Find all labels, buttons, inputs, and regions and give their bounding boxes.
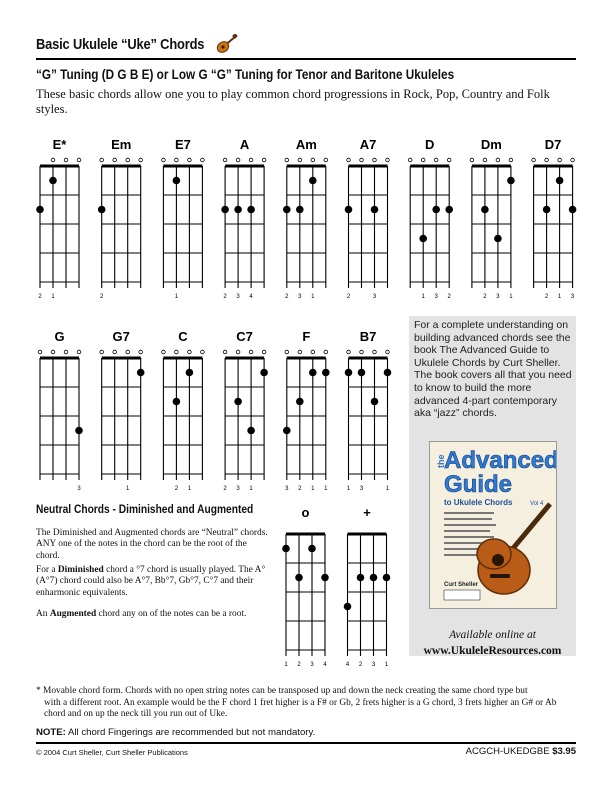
footnote-line-2: with a different root. An example would be the F chord 1 fret higher is a F# or Gb, 2 frets higher is a G chord, 3 frets higher an G# or Ab chord and on up the neck till you run out of Uke. [44, 697, 557, 719]
note-text: All chord Fingerings are recommended but not mandatory. [65, 727, 316, 738]
product-price: $3.95 [552, 746, 576, 757]
finger-number: 1 [249, 486, 253, 492]
chord-name-r1-0: E* [52, 137, 67, 152]
finger-dot [507, 177, 515, 185]
finger-dot [370, 574, 378, 582]
nut [534, 165, 573, 168]
open-string-marker [100, 350, 104, 354]
open-string-marker [347, 158, 351, 162]
finger-dot [371, 206, 379, 214]
open-string-marker [77, 350, 81, 354]
chord-diagram-r3-1 [344, 505, 391, 668]
finger-number: 3 [372, 294, 377, 300]
finger-number: 1 [421, 294, 425, 300]
chord-diagram-r2-3 [223, 329, 268, 492]
finger-dot [137, 369, 145, 377]
finger-number: 3 [236, 294, 240, 300]
chord-name-r1-5: A7 [359, 137, 377, 152]
page-title: Basic Ukulele “Uke” Chords [36, 36, 205, 53]
finger-dot [283, 427, 291, 435]
finger-number: 2 [100, 294, 104, 300]
chord-name-r2-4: F [302, 329, 311, 344]
finger-number: 2 [223, 294, 227, 300]
chord-name-r1-8: D7 [544, 137, 562, 152]
open-string-marker [236, 158, 240, 162]
open-string-marker [408, 158, 412, 162]
chord-name-r2-1: G7 [112, 329, 130, 344]
finger-number: 1 [509, 294, 513, 300]
available-online: Available online at [449, 629, 536, 641]
open-string-marker [162, 158, 166, 162]
nut [286, 533, 325, 536]
nut [410, 165, 449, 168]
book-author: Curt Sheller [444, 582, 479, 588]
note [36, 727, 315, 738]
finger-number: 4 [345, 662, 350, 668]
finger-dot [322, 369, 330, 377]
finger-dot [308, 545, 316, 553]
open-string-marker [496, 158, 500, 162]
neutral-paragraph-3 [36, 609, 268, 620]
open-string-marker [509, 158, 513, 162]
finger-number: 2 [447, 294, 451, 300]
nut [102, 165, 141, 168]
open-string-marker [249, 350, 253, 354]
finger-dot [186, 369, 194, 377]
open-string-marker [447, 158, 451, 162]
finger-dot [384, 369, 392, 377]
chord-diagram-r1-7 [470, 137, 515, 300]
open-string-marker [360, 350, 364, 354]
open-string-marker [139, 350, 143, 354]
open-string-marker [223, 350, 227, 354]
finger-number: 1 [187, 486, 192, 492]
open-string-marker [324, 158, 328, 162]
finger-number: 2 [38, 294, 42, 300]
chord-diagram-r2-2 [162, 329, 205, 492]
chord-diagram-r1-2 [162, 137, 205, 300]
open-string-marker [545, 158, 549, 162]
nut [287, 165, 326, 168]
neutral-paragraph-2 [36, 565, 268, 599]
open-string-marker [311, 350, 315, 354]
finger-number: 2 [346, 294, 351, 300]
finger-dot [344, 603, 352, 611]
open-string-marker [201, 158, 205, 162]
book-info-text: For a complete understanding on building advanced chords see the book The Advanced Guide to Ukulele Chords by Curt Sheller. The book covers all that you need to know to build the more advanced 4-part contemporary aka “jazz” chords. [414, 319, 572, 420]
finger-number: 3 [285, 486, 289, 492]
open-string-marker [188, 350, 192, 354]
finger-dot [371, 398, 379, 406]
open-string-marker [311, 158, 315, 162]
book-info-box [409, 316, 576, 656]
open-string-marker [298, 158, 302, 162]
finger-dot [234, 398, 242, 406]
chord-name-r2-3: C7 [236, 329, 253, 344]
finger-number: 1 [311, 486, 315, 492]
open-string-marker [434, 158, 438, 162]
chord-name-r2-5: B7 [359, 329, 377, 344]
chord-diagram-r2-0 [38, 329, 83, 492]
chord-name-r1-4: Am [295, 137, 317, 152]
finger-number: 1 [51, 294, 55, 300]
finger-dot [247, 427, 255, 435]
open-string-marker [175, 158, 179, 162]
nut [163, 357, 202, 360]
open-string-marker [470, 158, 474, 162]
finger-dot [569, 206, 577, 214]
finger-number: 3 [434, 294, 438, 300]
open-string-marker [126, 158, 130, 162]
open-string-marker [360, 158, 364, 162]
finger-number: 1 [346, 486, 351, 492]
finger-number: 2 [298, 486, 302, 492]
open-string-marker [113, 350, 117, 354]
chord-diagram-r1-5 [345, 137, 390, 300]
finger-dot [296, 206, 304, 214]
chord-name-r2-0: G [54, 329, 65, 344]
finger-dot [260, 369, 268, 377]
open-string-marker [51, 158, 55, 162]
finger-number: 2 [297, 662, 301, 668]
chord-diagram-r2-1 [100, 329, 145, 492]
book-subtitle: to Ukulele Chords [444, 498, 513, 507]
product-code [466, 746, 576, 757]
open-string-marker [483, 158, 487, 162]
finger-number: 2 [483, 294, 487, 300]
chord-diagram-r1-8 [532, 137, 577, 300]
open-string-marker [113, 158, 117, 162]
nut [349, 357, 388, 360]
book-vol: Vol 4 [530, 501, 544, 507]
finger-number: 4 [249, 294, 253, 300]
footnote [36, 686, 576, 721]
open-string-marker [77, 158, 81, 162]
product-id: ACGCH-UKEDGBE [465, 746, 553, 757]
open-string-marker [201, 350, 205, 354]
open-string-marker [347, 350, 351, 354]
finger-dot [543, 206, 551, 214]
open-string-marker [324, 350, 328, 354]
open-string-marker [532, 158, 536, 162]
note-label: NOTE: [36, 727, 66, 738]
finger-number: 2 [544, 294, 549, 300]
open-string-marker [373, 158, 377, 162]
finger-number: 1 [557, 294, 562, 300]
finger-dot [309, 369, 317, 377]
open-string-marker [298, 350, 302, 354]
open-string-marker [188, 158, 192, 162]
p3-bold: Augmented [49, 609, 97, 619]
finger-number: 1 [384, 662, 389, 668]
chord-name-r3-1: + [363, 505, 371, 520]
p3-post: chord any on of the notes can be a root. [96, 609, 247, 619]
open-string-marker [51, 350, 55, 354]
finger-dot [49, 177, 57, 185]
finger-dot [358, 369, 366, 377]
intro-text: These basic chords allow one you to play common chord progressions in Rock, Pop, Country and Folk styles. [36, 87, 550, 116]
finger-number: 3 [496, 294, 500, 300]
finger-number: 2 [223, 486, 227, 492]
finger-number: 4 [323, 662, 327, 668]
finger-dot [98, 206, 106, 214]
chord-name-r1-2: E7 [174, 137, 191, 152]
finger-dot [383, 574, 391, 582]
nut [225, 357, 264, 360]
finger-dot [481, 206, 489, 214]
open-string-marker [139, 158, 143, 162]
open-string-marker [285, 350, 289, 354]
nut [349, 165, 388, 168]
chord-diagram-r2-5 [345, 329, 392, 492]
finger-dot [321, 574, 329, 582]
open-string-marker [175, 350, 179, 354]
open-string-marker [373, 350, 377, 354]
finger-dot [345, 369, 353, 377]
chord-name-r3-0: o [301, 505, 310, 520]
open-string-marker [571, 158, 575, 162]
open-string-marker [236, 350, 240, 354]
finger-dot [36, 206, 44, 214]
finger-dot [283, 206, 291, 214]
finger-number: 3 [236, 486, 240, 492]
chord-name-r1-6: D [425, 137, 435, 152]
open-string-marker [421, 158, 425, 162]
open-string-marker [386, 158, 390, 162]
p2-pre: For a [36, 565, 58, 575]
finger-dot [445, 206, 453, 214]
book-title-1: Advanced [444, 447, 556, 474]
open-string-marker [558, 158, 562, 162]
open-string-marker [126, 350, 130, 354]
finger-number: 3 [570, 294, 575, 300]
chord-name-r1-3: A [239, 137, 250, 152]
finger-dot [296, 398, 304, 406]
finger-number: 2 [174, 486, 179, 492]
chord-diagram-r1-1 [98, 137, 143, 300]
chord-name-r1-1: Em [111, 137, 132, 152]
chord-name-r1-7: Dm [480, 137, 502, 152]
open-string-marker [285, 158, 289, 162]
book-title-2: Guide [444, 471, 513, 498]
book-the: the [436, 454, 446, 468]
open-string-marker [162, 350, 166, 354]
finger-dot [173, 398, 181, 406]
nut [163, 165, 202, 168]
chord-diagram-r1-0 [36, 137, 81, 300]
chord-name-r2-2: C [178, 329, 188, 344]
finger-number: 3 [77, 486, 81, 492]
p2-bold: Diminished [57, 565, 104, 575]
finger-dot [494, 235, 502, 243]
finger-number: 3 [310, 662, 314, 668]
neutral-chords-heading: Neutral Chords - Diminished and Augmented [36, 502, 254, 516]
finger-dot [295, 574, 303, 582]
finger-number: 1 [126, 486, 130, 492]
open-string-marker [223, 158, 227, 162]
nut [225, 165, 264, 168]
finger-dot [357, 574, 365, 582]
finger-dot [419, 235, 427, 243]
nut [102, 357, 141, 360]
open-string-marker [249, 158, 253, 162]
finger-dot [75, 427, 83, 435]
open-string-marker [386, 350, 390, 354]
chord-diagram-r1-3 [221, 137, 266, 300]
open-string-marker [64, 350, 68, 354]
book-cover[interactable] [429, 441, 557, 609]
finger-dot [221, 206, 229, 214]
open-string-marker [64, 158, 68, 162]
finger-number: 1 [311, 294, 315, 300]
open-string-marker [262, 350, 266, 354]
finger-number: 1 [324, 486, 328, 492]
finger-number: 3 [359, 486, 364, 492]
finger-dot [247, 206, 255, 214]
finger-dot [173, 177, 181, 185]
chord-diagram-r2-4 [283, 329, 330, 492]
finger-number: 1 [284, 662, 288, 668]
open-string-marker [100, 158, 104, 162]
chord-diagram-r1-6 [408, 137, 453, 300]
nut [472, 165, 511, 168]
footnote-line-1: * Movable chord form. Chords with no open string notes can be transposed up and down the neck creating the same chord type but [36, 686, 528, 696]
finger-number: 3 [371, 662, 376, 668]
open-string-marker [38, 350, 42, 354]
finger-number: 1 [174, 294, 179, 300]
finger-number: 1 [385, 486, 390, 492]
finger-dot [345, 206, 353, 214]
finger-number: 2 [285, 294, 289, 300]
open-string-marker [262, 158, 266, 162]
finger-dot [432, 206, 440, 214]
footer-rule [36, 742, 576, 744]
nut [40, 165, 79, 168]
nut [40, 357, 79, 360]
chord-diagram-r3-0 [282, 505, 329, 668]
finger-dot [309, 177, 317, 185]
p2-post: chord a °7 chord is usually played. The A° (A°7) chord could also be A°7, Bb°7, Gb°7, C°7 and their enharmonic equivalents. [36, 565, 266, 598]
nut [348, 533, 387, 536]
neutral-paragraph-1: The Diminished and Augmented chords are “Neutral” chords. ANY one of the notes in the chord can be the root of the chord. [36, 528, 268, 561]
finger-dot [282, 545, 290, 553]
finger-dot [556, 177, 564, 185]
copyright: © 2004 Curt Sheller, Curt Sheller Publications [36, 748, 188, 757]
tuning-subtitle: “G” Tuning (D G B E) or Low G “G” Tuning for Tenor and Baritone Ukuleles [36, 66, 455, 82]
p3-pre: An [36, 609, 50, 619]
finger-number: 2 [358, 662, 363, 668]
website-link[interactable]: www.UkuleleResources.com [423, 645, 562, 657]
finger-dot [234, 206, 242, 214]
chord-diagram-r1-4 [283, 137, 328, 300]
book-cover-art [430, 442, 556, 608]
nut [287, 357, 326, 360]
finger-number: 3 [298, 294, 302, 300]
